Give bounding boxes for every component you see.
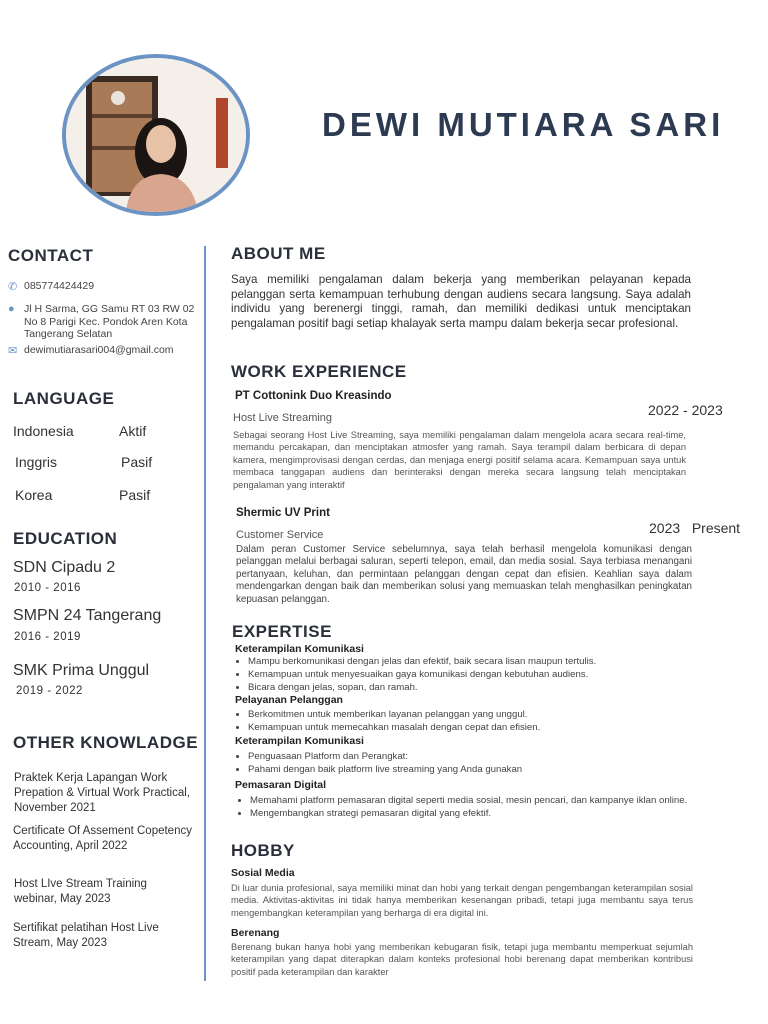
certificate-item: Certificate Of Assement Copetency Accounting, April 2022 — [13, 825, 192, 852]
expertise-item: • Pahami dengan baik platform live streaming yang Anda gunakan — [248, 763, 688, 776]
language-name: Korea — [15, 487, 53, 503]
language-level: Pasif — [119, 487, 151, 503]
school-name: SDN Cipadu 2 — [13, 559, 116, 576]
job-company: Shermic UV Print — [236, 507, 330, 519]
job-description: Dalam peran Customer Service sebelumnya, saya telah berhasil mengelola komunikasi dengan pelanggan melalui berbagai saluran, seperti telepon, email, dan media sosial. Saya terbiasa menangani pertanyaan, keluhan, dan permintaan pelanggan dengan cepat dan efisien. Keahlian saya dalam mendengarkan dengan baik dan memberikan solusi yang memuaskan telah menghasilkan peningkatan kepuasan pelanggan. — [236, 544, 692, 605]
contact-email — [8, 344, 203, 357]
expertise-item: • Penguasaan Platform dan Perangkat: — [248, 750, 688, 763]
job-role: Host Live Streaming — [233, 412, 333, 424]
mail-icon: ✉ — [8, 345, 18, 357]
expertise-list — [232, 750, 688, 776]
language-name: Inggris — [15, 454, 58, 470]
school-name: SMK Prima Unggul — [13, 662, 150, 679]
expertise-list — [232, 708, 688, 734]
job-period: 2022 - 2023 — [648, 402, 723, 418]
expertise-group-title: Pelayanan Pelanggan — [235, 694, 343, 706]
expertise-heading: EXPERTISE — [232, 622, 332, 641]
language-level: Pasif — [121, 454, 153, 470]
about-text: Saya memiliki pengalaman dalam bekerja yang memberikan pelayanan kepada pelanggan serta kemampuan terhubung dengan audiens secara langsung. Saya adalah individu yang berenergi tinggi, ramah, dan memiliki dedikasi untuk menciptakan pengalaman positif bagi setiap khalayak serta mampu dalam bekerja secar profesional. — [231, 273, 691, 330]
expertise-item: • Mampu berkomunikasi dengan jelas dan efektif, baik secara lisan maupun tertulis. — [248, 655, 688, 668]
job-period: 2023 Present — [649, 520, 741, 536]
school-years: 2016 - 2019 — [14, 631, 81, 643]
job-company: PT Cottonink Duo Kreasindo — [235, 390, 392, 402]
school-years: 2019 - 2022 — [16, 685, 83, 697]
school-years: 2010 - 2016 — [14, 582, 81, 594]
school-name: SMPN 24 Tangerang — [13, 607, 162, 624]
expertise-list — [234, 794, 705, 820]
expertise-group-title: Keterampilan Komunikasi — [235, 735, 364, 747]
other-knowledge-heading: OTHER KNOWLADGE — [13, 733, 199, 752]
phone-icon: ✆ — [8, 281, 18, 293]
certificate-item: Host LIve Stream Training webinar, May 2023 — [14, 878, 147, 905]
hobby-text: Di luar dunia profesional, saya memiliki minat dan hobi yang terkait dengan pengembangan keterampilan sosial media. Aktivitas-aktivitas ini tidak hanya memberikan kesenangan pribadi, tetapi juga membantu saya terus mengembangkan keterampilan yang berharga di era digital ini. — [231, 883, 693, 918]
profile-photo — [62, 54, 250, 216]
expertise-item: • Kemampuan untuk menyesuaikan gaya komunikasi dengan kebutuhan audiens. — [248, 668, 688, 681]
hobby-heading: HOBBY — [231, 841, 295, 860]
hobby-title: Sosial Media — [231, 867, 295, 879]
location-pin-icon: ● — [8, 303, 15, 315]
expertise-item: • Kemampuan untuk memecahkan masalah dengan cepat dan efisien. — [248, 721, 688, 734]
language-name: Indonesia — [13, 423, 74, 439]
language-heading: LANGUAGE — [13, 389, 115, 408]
job-role: Customer Service — [236, 529, 324, 541]
about-heading: ABOUT ME — [231, 244, 326, 263]
hobby-text: Berenang bukan hanya hobi yang memberikan kebugaran fisik, tetapi juga membantu memperkuat sejumlah keterampilan yang dapat diterapkan dalam konteks profesional hobi berenang dapat memberikan kontribusi positif pada keterampilan dan karakter — [231, 942, 693, 977]
expertise-item: • Memahami platform pemasaran digital seperti media sosial, mesin pencari, dan kampanye iklan online. — [250, 794, 705, 807]
address-text: Jl H Sarma, GG Samu RT 03 RW 02 No 8 Parigi Kec. Pondok Aren Kota Tangerang Selatan — [24, 303, 195, 340]
phone-text: 085774424429 — [24, 280, 95, 292]
expertise-item: • Berkomitmen untuk memberikan layanan pelanggan yang unggul. — [248, 708, 688, 721]
certificate-item: Praktek Kerja Lapangan Work Prepation & Virtual Work Practical, November 2021 — [14, 772, 190, 814]
contact-phone — [8, 280, 198, 293]
work-heading: WORK EXPERIENCE — [231, 362, 407, 381]
email-text: dewimutiarasari004@gmail.com — [24, 344, 174, 356]
language-level: Aktif — [119, 423, 147, 439]
contact-heading: CONTACT — [8, 246, 94, 265]
candidate-name: DEWI MUTIARA SARI — [322, 106, 725, 143]
contact-address — [8, 303, 203, 341]
expertise-group-title: Pemasaran Digital — [235, 779, 327, 791]
expertise-group-title: Keterampilan Komunikasi — [235, 643, 364, 655]
education-heading: EDUCATION — [13, 529, 118, 548]
hobby-title: Berenang — [231, 927, 280, 939]
expertise-list — [232, 655, 688, 694]
certificate-item: Sertifikat pelatihan Host Live Stream, May 2023 — [13, 922, 159, 949]
job-description: Sebagai seorang Host Live Streaming, saya memiliki pengalaman dalam mengelola acara secara real-time, memandu percakapan, dan menciptakan atmosfer yang ramah. Saya terampil dalam berbicara di depan kamera, mengimprovisasi dengan cerdas, dan menjaga energi positif selama acara. Kemampuan saya untuk membaca tanggapan audiens dan berinteraksi dengan mereka secara langsung telah menciptakan pengalaman yang interaktif — [233, 430, 686, 490]
column-divider — [204, 246, 206, 981]
expertise-item: • Bicara dengan jelas, sopan, dan ramah. — [248, 681, 688, 694]
expertise-item: • Mengembangkan strategi pemasaran digital yang efektif. — [250, 807, 705, 820]
